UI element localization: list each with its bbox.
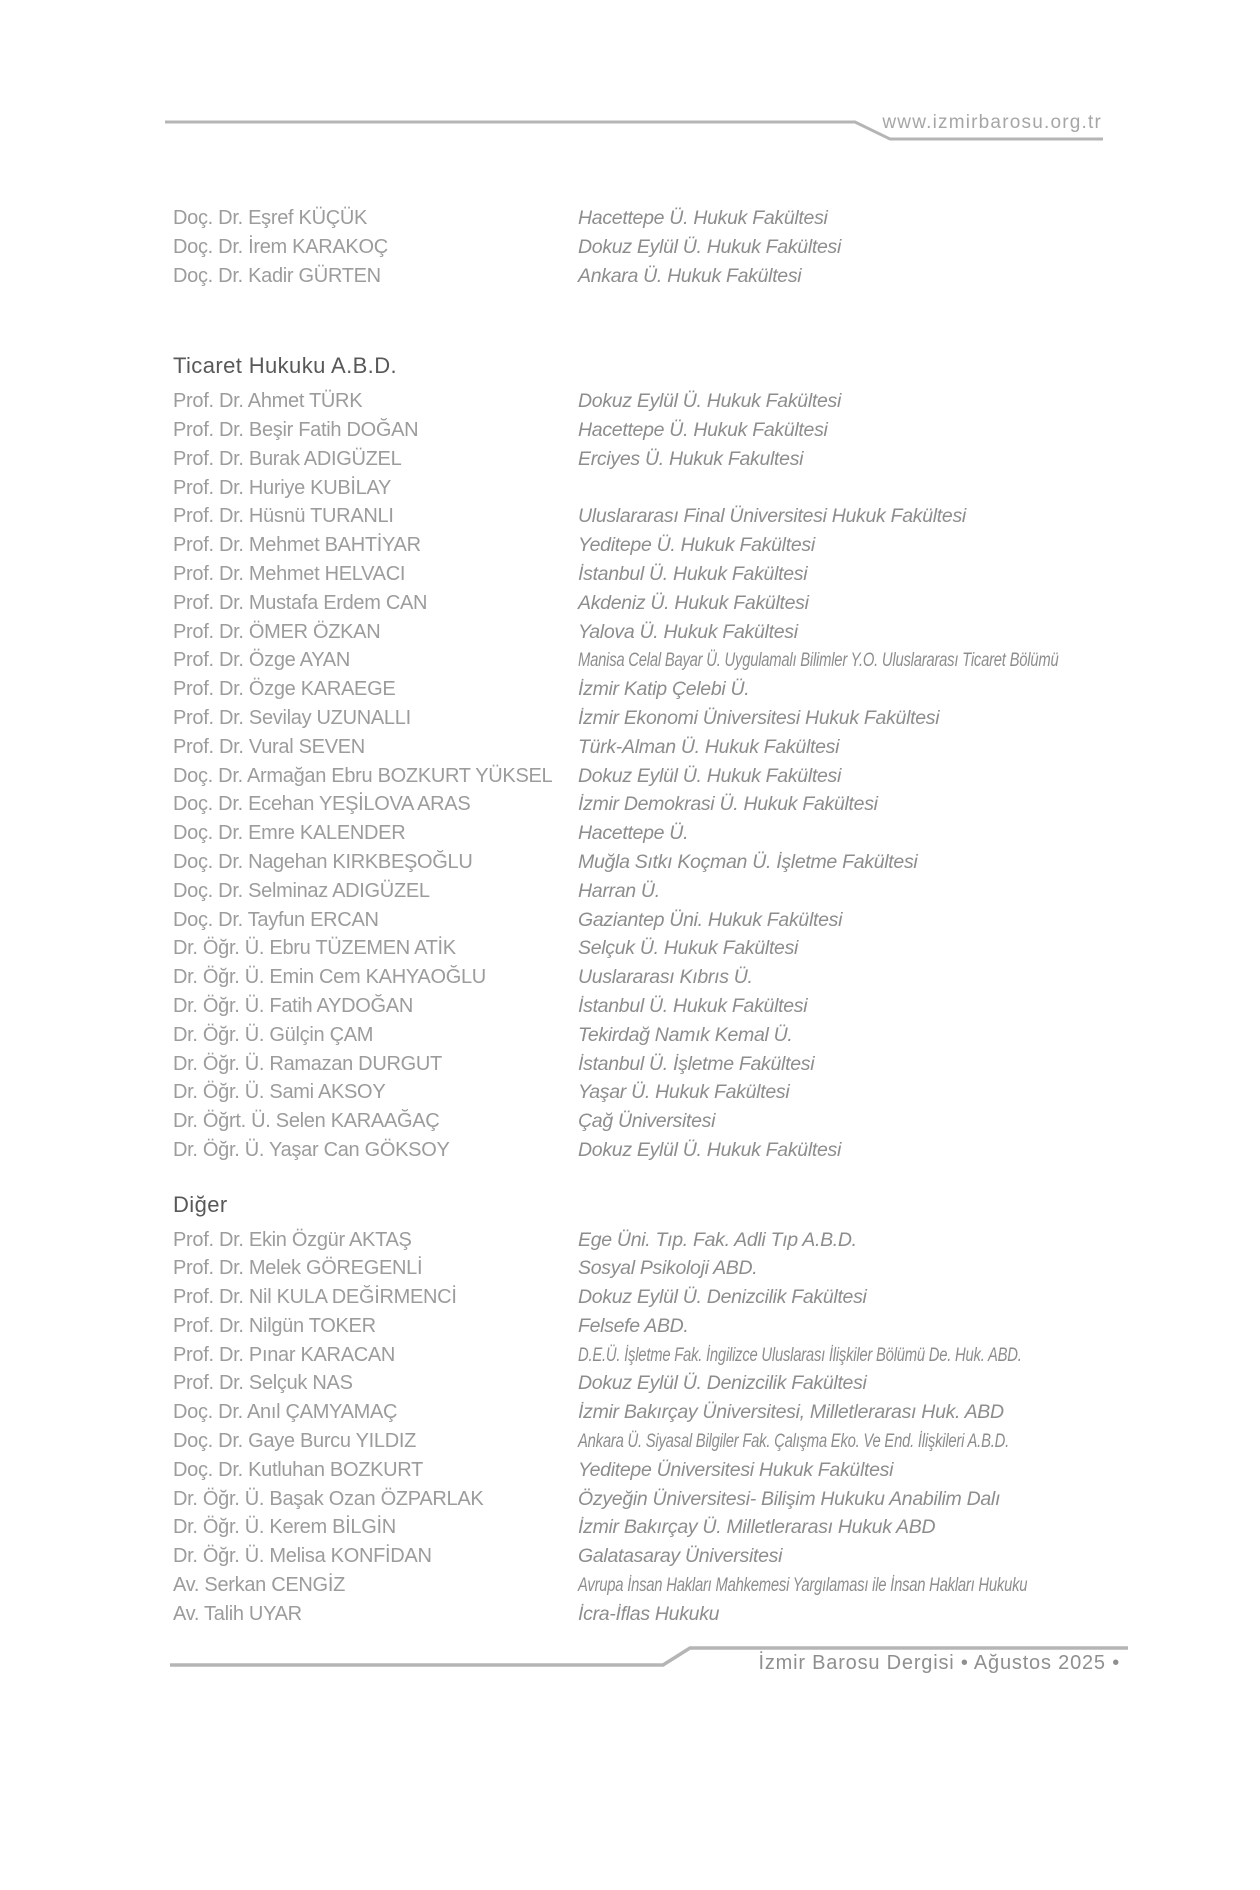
list-item [173,474,1123,503]
person-affiliation: Felsefe ABD. [578,1314,689,1337]
person-name: Prof. Dr. Nil KULA DEĞİRMENCİ [173,1286,457,1309]
person-name: Doç. Dr. Armağan Ebru BOZKURT YÜKSEL [173,764,553,787]
person-name: Dr. Öğr. Ü. Yaşar Can GÖKSOY [173,1138,450,1161]
person-affiliation: İzmir Ekonomi Üniversitesi Hukuk Fakültesi [578,706,940,729]
list-item [173,1283,1123,1312]
journal-footer: İzmir Barosu Dergisi • Ağustos 2025 • [758,1652,1120,1674]
person-affiliation: İzmir Katip Çelebi Ü. [578,678,750,701]
person-name: Doç. Dr. Selminaz ADIGÜZEL [173,879,430,902]
list-item [173,1571,1123,1600]
list-item [173,1341,1123,1370]
person-name: Prof. Dr. Hüsnü TURANLI [173,505,394,528]
person-name: Prof. Dr. Özge AYAN [173,649,350,672]
person-name: Prof. Dr. Huriye KUBİLAY [173,476,392,499]
person-affiliation [578,474,1123,503]
list-item [173,819,1123,848]
person-affiliation: İstanbul Ü. Hukuk Fakültesi [578,562,808,585]
section-title: Diğer [173,1191,228,1217]
list-item [173,1600,1123,1629]
list-item [173,877,1123,906]
section-rows [173,204,1123,290]
person-name: Dr. Öğr. Ü. Kerem BİLGİN [173,1516,396,1539]
person-affiliation: Manisa Celal Bayar Ü. Uygulamalı Bilimler Y.O. Uluslararası Ticaret Bölümü [578,649,1059,672]
section-continuation [173,204,1123,290]
person-name: Prof. Dr. Vural SEVEN [173,735,365,758]
person-affiliation: İzmir Bakırçay Üniversitesi, Milletlerarası Huk. ABD [578,1401,1004,1424]
person-name: Prof. Dr. Melek GÖREGENLİ [173,1257,423,1280]
person-affiliation: Özyeğin Üniversitesi- Bilişim Hukuku Anabilim Dalı [578,1487,1001,1510]
person-name: Dr. Öğrt. Ü. Selen KARAAĞAÇ [173,1110,440,1133]
person-name: Dr. Öğr. Ü. Ebru TÜZEMEN ATİK [173,937,456,960]
person-name: Doç. Dr. İrem KARAKOÇ [173,235,388,258]
list-item [173,1021,1123,1050]
person-affiliation: Tekirdağ Namık Kemal Ü. [578,1023,793,1046]
list-item [173,992,1123,1021]
list-item [173,1369,1123,1398]
list-item [173,1078,1123,1107]
person-affiliation: Yalova Ü. Hukuk Fakültesi [578,620,798,643]
person-affiliation: Dokuz Eylül Ü. Denizcilik Fakültesi [578,1372,867,1395]
person-affiliation: Türk-Alman Ü. Hukuk Fakültesi [578,735,840,758]
person-name: Doç. Dr. Tayfun ERCAN [173,908,379,931]
list-item [173,1456,1123,1485]
list-item [173,560,1123,589]
list-item [173,675,1123,704]
person-affiliation: Hacettepe Ü. Hukuk Fakültesi [578,207,828,229]
section-diger [173,1191,1123,1629]
person-affiliation: Gaziantep Üni. Hukuk Fakültesi [578,908,843,931]
person-affiliation: Dokuz Eylül Ü. Hukuk Fakültesi [578,390,842,413]
person-name: Prof. Dr. Burak ADIGÜZEL [173,447,402,470]
person-affiliation: İzmir Bakırçay Ü. Milletlerarası Hukuk ABD [578,1516,936,1539]
section-rows [173,1226,1123,1629]
person-name: Prof. Dr. Pınar KARACAN [173,1343,396,1366]
person-name: Av. Talih UYAR [173,1602,302,1625]
person-affiliation: Çağ Üniversitesi [578,1110,716,1133]
section-rows [173,387,1123,1165]
person-affiliation: Erciyes Ü. Hukuk Fakultesi [578,447,804,470]
person-name: Dr. Öğr. Ü. Başak Ozan ÖZPARLAK [173,1487,484,1510]
list-item [173,646,1123,675]
person-name: Doç. Dr. Kadir GÜRTEN [173,264,381,287]
person-name: Dr. Öğr. Ü. Fatih AYDOĞAN [173,994,413,1017]
person-affiliation: Muğla Sıtkı Koçman Ü. İşletme Fakültesi [578,850,918,873]
list-item [173,1107,1123,1136]
person-affiliation: D.E.Ü. İşletme Fak. İngilizce Uluslarası İlişkiler Bölümü De. Huk. ABD. [578,1343,1022,1366]
list-item [173,204,1123,233]
person-affiliation: Hacettepe Ü. [578,822,689,845]
website-url: www.izmirbarosu.org.tr [882,112,1102,133]
list-item [173,848,1123,877]
person-name: Dr. Öğr. Ü. Ramazan DURGUT [173,1052,442,1075]
list-item [173,1254,1123,1283]
person-name: Prof. Dr. Ekin Özgür AKTAŞ [173,1228,412,1251]
person-affiliation: Dokuz Eylül Ü. Hukuk Fakültesi [578,1138,842,1161]
list-item [173,502,1123,531]
list-item [173,1226,1123,1255]
list-item [173,1427,1123,1456]
person-affiliation: İstanbul Ü. İşletme Fakültesi [578,1052,815,1075]
person-name: Prof. Dr. Mehmet HELVACI [173,562,406,585]
person-name: Prof. Dr. Mehmet BAHTİYAR [173,534,421,557]
person-affiliation: Dokuz Eylül Ü. Hukuk Fakültesi [578,235,842,258]
person-name: Prof. Dr. Mustafa Erdem CAN [173,591,428,614]
list-item [173,531,1123,560]
person-name: Prof. Dr. ÖMER ÖZKAN [173,620,381,643]
person-affiliation: İcra-İflas Hukuku [578,1602,720,1625]
person-affiliation: Dokuz Eylül Ü. Denizcilik Fakültesi [578,1286,867,1309]
person-affiliation: Sosyal Psikoloji ABD. [578,1257,758,1280]
person-affiliation: Yeditepe Üniversitesi Hukuk Fakültesi [578,1458,894,1481]
list-item [173,1542,1123,1571]
list-item [173,1136,1123,1165]
person-name: Dr. Öğr. Ü. Gülçin ÇAM [173,1023,374,1046]
person-name: Prof. Dr. Sevilay UZUNALLI [173,706,411,729]
section-title: Ticaret Hukuku A.B.D. [173,353,397,379]
list-item [173,704,1123,733]
section-ticaret-hukuku [173,352,1123,1164]
person-affiliation: Yeditepe Ü. Hukuk Fakültesi [578,534,815,557]
list-item [173,233,1123,262]
person-name: Doç. Dr. Anıl ÇAMYAMAÇ [173,1401,398,1424]
list-item [173,416,1123,445]
list-item [173,618,1123,647]
person-name: Doç. Dr. Gaye Burcu YILDIZ [173,1430,417,1453]
list-item [173,1312,1123,1341]
person-name: Prof. Dr. Beşir Fatih DOĞAN [173,418,419,441]
person-affiliation: Akdeniz Ü. Hukuk Fakültesi [578,591,809,614]
person-affiliation: Harran Ü. [578,879,660,902]
list-item [173,1485,1123,1514]
person-affiliation: Hacettepe Ü. Hukuk Fakültesi [578,418,828,441]
list-item [173,262,1123,291]
person-name: Dr. Öğr. Ü. Emin Cem KAHYAOĞLU [173,966,486,989]
person-name: Dr. Öğr. Ü. Melisa KONFİDAN [173,1545,432,1568]
person-affiliation: Ankara Ü. Siyasal Bilgiler Fak. Çalışma Eko. Ve End. İlişkileri A.B.D. [578,1430,1009,1453]
person-name: Doç. Dr. Eşref KÜÇÜK [173,207,368,229]
person-affiliation: Dokuz Eylül Ü. Hukuk Fakültesi [578,764,842,787]
person-affiliation: Uluslararası Final Üniversitesi Hukuk Fakültesi [578,505,966,528]
person-name: Prof. Dr. Ahmet TÜRK [173,390,363,413]
list-item [173,589,1123,618]
list-item [173,1513,1123,1542]
person-affiliation: Uuslararası Kıbrıs Ü. [578,966,753,989]
person-name: Doç. Dr. Ecehan YEŞİLOVA ARAS [173,793,471,816]
person-name: Prof. Dr. Nilgün TOKER [173,1314,376,1337]
list-item [173,733,1123,762]
list-item [173,762,1123,791]
person-affiliation: İstanbul Ü. Hukuk Fakültesi [578,994,808,1017]
list-item [173,445,1123,474]
list-item [173,790,1123,819]
person-name: Doç. Dr. Kutluhan BOZKURT [173,1458,424,1481]
person-name: Av. Serkan CENGİZ [173,1574,345,1597]
person-affiliation: Galatasaray Üniversitesi [578,1545,783,1568]
list-item [173,934,1123,963]
editorial-board-list [173,204,1123,1629]
person-name: Doç. Dr. Nagehan KIRKBEŞOĞLU [173,850,473,873]
list-item [173,1050,1123,1079]
list-item [173,1398,1123,1427]
person-affiliation: Ege Üni. Tıp. Fak. Adli Tıp A.B.D. [578,1228,857,1251]
list-item [173,906,1123,935]
person-name: Prof. Dr. Selçuk NAS [173,1372,353,1395]
person-name: Prof. Dr. Özge KARAEGE [173,678,396,701]
person-name: Dr. Öğr. Ü. Sami AKSOY [173,1081,386,1104]
person-affiliation: İzmir Demokrasi Ü. Hukuk Fakültesi [578,793,878,816]
person-name: Doç. Dr. Emre KALENDER [173,822,406,845]
person-affiliation: Yaşar Ü. Hukuk Fakültesi [578,1081,790,1104]
person-affiliation: Ankara Ü. Hukuk Fakültesi [578,264,802,287]
list-item [173,387,1123,416]
person-affiliation: Selçuk Ü. Hukuk Fakültesi [578,937,799,960]
list-item [173,963,1123,992]
person-affiliation: Avrupa İnsan Hakları Mahkemesi Yargılaması ile İnsan Hakları Hukuku [578,1574,1028,1597]
